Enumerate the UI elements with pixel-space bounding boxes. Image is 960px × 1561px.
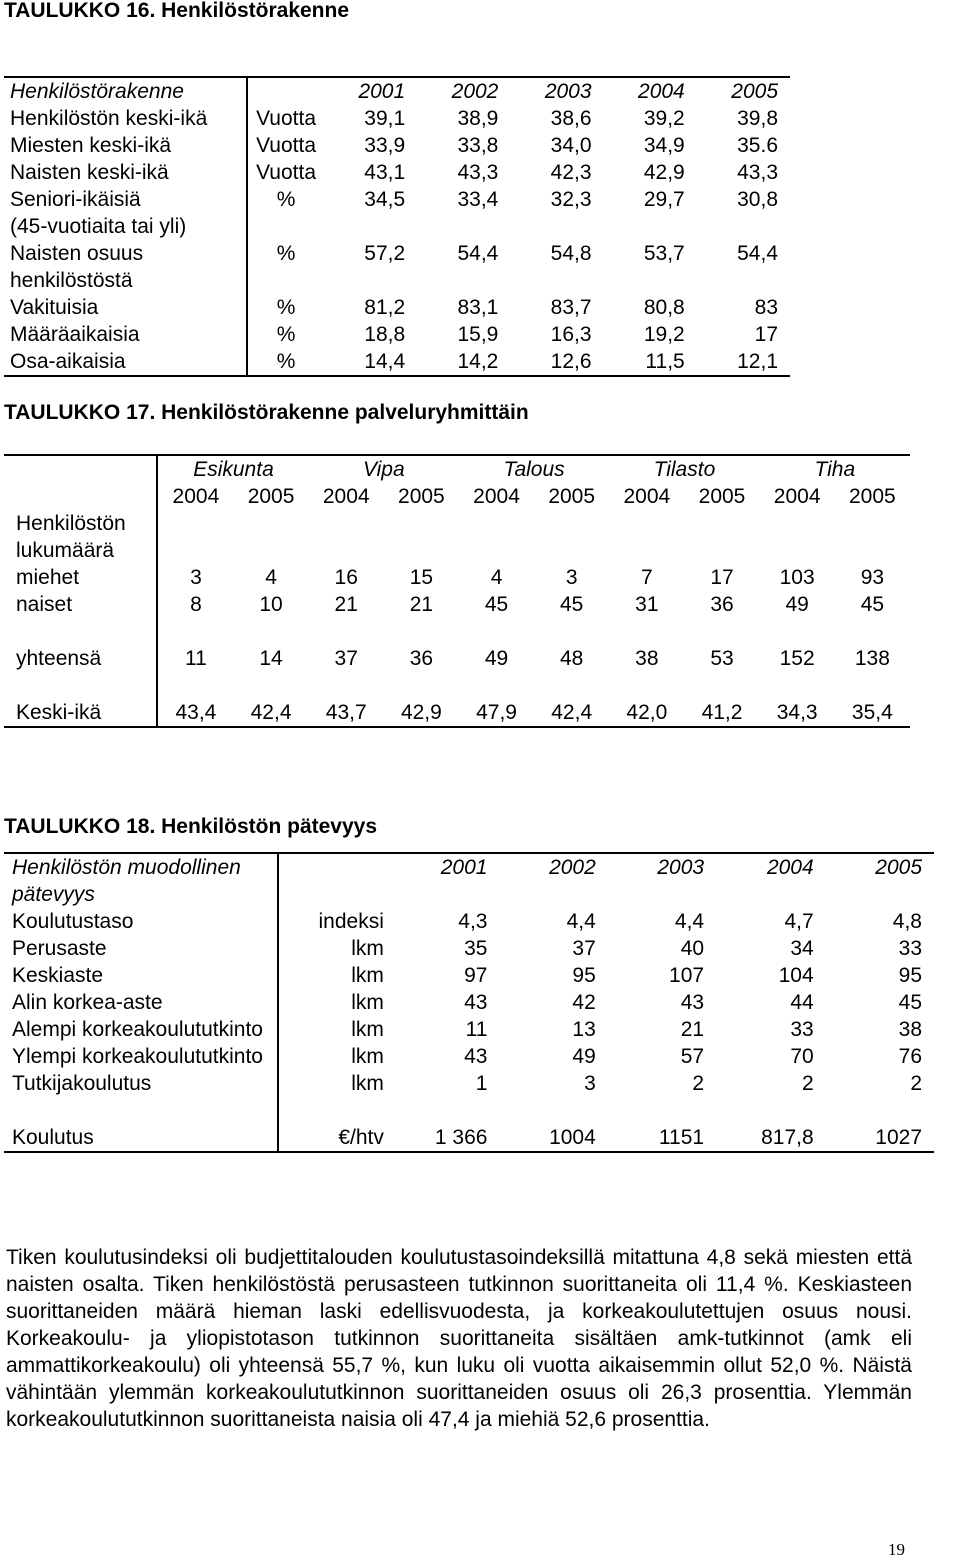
table-cell: Naisten keski-ikä [4, 159, 247, 186]
table-row [4, 348, 790, 376]
table-cell: 43,7 [309, 699, 384, 727]
table-cell: 3 [584, 1072, 596, 1095]
header-cell [247, 77, 324, 105]
table-cell [609, 537, 684, 564]
table-cell: 32,3 [550, 188, 592, 211]
table-cell: 107 [669, 964, 705, 987]
header-cell: 2004 [604, 77, 697, 105]
table-cell: lkm [351, 964, 384, 987]
table-cell: 45 [860, 593, 885, 616]
header-cell: 2001 [324, 77, 417, 105]
spacer [760, 618, 835, 645]
row-label: lukumäärä [4, 537, 157, 564]
table-cell [384, 510, 459, 537]
table-cell: Osa-aikaisia [4, 348, 247, 376]
table-cell: 57 [680, 1045, 705, 1068]
table-cell: lkm [351, 1045, 384, 1068]
table16-heading: TAULUKKO 16. Henkilöstörakenne [4, 0, 350, 22]
table-cell: 41,2 [684, 699, 759, 727]
table-cell: 37 [334, 647, 358, 670]
spacer [716, 1097, 826, 1124]
table-cell: 49 [572, 1045, 596, 1068]
table-cell: Koulutus [4, 1124, 278, 1152]
table-cell: 4,7 [784, 910, 814, 933]
table-cell: Keski-ikä [4, 699, 157, 727]
header-cell: 2001 [390, 853, 500, 908]
table-cell: 57,2 [364, 242, 406, 265]
table-cell: 83,1 [457, 296, 499, 319]
spacer [309, 672, 384, 699]
label-row [4, 510, 910, 537]
table-cell: lkm [351, 1072, 384, 1095]
table-cell: naiset [4, 591, 157, 618]
table-cell: 54,8 [550, 242, 592, 265]
table-cell: 45 [484, 593, 509, 616]
table-cell: % [276, 296, 296, 319]
year-header-row [4, 483, 910, 510]
table-cell: 42,4 [233, 699, 308, 727]
table-row [4, 132, 790, 159]
year-header: 2005 [698, 485, 746, 508]
table-cell: 104 [778, 964, 814, 987]
table-cell: 12,6 [510, 348, 603, 376]
table-cell: 38 [635, 647, 659, 670]
table-cell: 19,2 [643, 323, 685, 346]
table16 [4, 76, 790, 377]
spacer [233, 672, 308, 699]
table-cell: 44 [790, 991, 814, 1014]
table-cell: 1 366 [390, 1124, 500, 1152]
header-cell: 2005 [697, 77, 790, 105]
spacer [459, 672, 534, 699]
group-header-row [4, 455, 910, 483]
table-row [4, 989, 934, 1016]
table-cell: 17 [710, 566, 734, 589]
table-cell: 39,8 [737, 107, 778, 130]
table-cell: 34,5 [364, 188, 406, 211]
table-cell: 12,1 [697, 348, 790, 376]
table-cell [604, 267, 697, 294]
spacer [309, 618, 384, 645]
table-row [4, 1124, 934, 1152]
year-header: 2004 [623, 485, 671, 508]
table-row [4, 240, 790, 267]
table-cell: Miesten keski-ikä [4, 132, 247, 159]
table-cell: 37 [572, 937, 596, 960]
spacer [278, 1097, 390, 1124]
table-cell: 31 [635, 593, 659, 616]
table-cell: 817,8 [716, 1124, 826, 1152]
table-cell: 3 [190, 566, 202, 589]
table-cell: 10 [259, 593, 283, 616]
table-cell: 103 [779, 566, 815, 589]
table-cell: 14,2 [417, 348, 510, 376]
table-cell [157, 510, 233, 537]
table-cell: 42,3 [550, 161, 592, 184]
spacer [4, 618, 157, 645]
table-cell: 4,8 [892, 910, 922, 933]
table-cell: 83 [754, 296, 778, 319]
table18-heading: TAULUKKO 18. Henkilöstön pätevyys [4, 815, 378, 838]
table-cell [684, 510, 759, 537]
table-cell: 33 [898, 937, 922, 960]
year-header: 2005 [849, 485, 896, 508]
table17 [4, 454, 910, 728]
table-cell: 93 [860, 566, 885, 589]
spacer [684, 618, 759, 645]
spacer [609, 618, 684, 645]
spacer [459, 618, 534, 645]
table-cell: 1 [475, 1072, 488, 1095]
table-row [4, 105, 790, 132]
table-cell: 43 [464, 1045, 488, 1068]
table-cell: lkm [351, 937, 384, 960]
table-cell: Vuotta [256, 134, 316, 157]
table-cell: henkilöstöstä [4, 267, 247, 294]
table-cell: 138 [854, 647, 890, 670]
table-cell: 42,9 [643, 161, 685, 184]
table-cell: Perusaste [4, 935, 278, 962]
table-cell: % [276, 323, 296, 346]
table-cell: 45 [898, 991, 922, 1014]
spacer [684, 672, 759, 699]
table-row [4, 908, 934, 935]
label-row [4, 537, 910, 564]
table-cell: €/htv [278, 1124, 390, 1152]
table-cell: 152 [779, 647, 815, 670]
table-row [4, 591, 910, 618]
table-row [4, 1043, 934, 1070]
table-cell: 1004 [499, 1124, 607, 1152]
spacer [609, 672, 684, 699]
table-cell [760, 537, 835, 564]
table-cell [835, 510, 910, 537]
table-cell [604, 213, 697, 240]
spacer [4, 1097, 278, 1124]
group-header: Talous [459, 455, 609, 483]
year-header: 2005 [398, 485, 445, 508]
spacer [608, 1097, 716, 1124]
year-header: 2004 [773, 485, 821, 508]
header-cell: 2004 [716, 853, 826, 908]
table-cell: 38 [898, 1018, 922, 1041]
table-cell: 8 [190, 593, 202, 616]
table-cell [233, 510, 308, 537]
table-cell: 43 [464, 991, 488, 1014]
year-header: 2004 [322, 485, 370, 508]
table-cell [510, 213, 603, 240]
spacer [760, 672, 835, 699]
table-cell: 49 [484, 647, 509, 670]
table-cell: 14,4 [324, 348, 417, 376]
table-cell: 4,4 [674, 910, 705, 933]
table-cell: Koulutustaso [4, 908, 278, 935]
table-cell [417, 213, 510, 240]
table-header-row [4, 77, 790, 105]
table-cell: 83,7 [550, 296, 592, 319]
header-cell: 2003 [608, 853, 716, 908]
table-cell: 15 [409, 566, 434, 589]
table-cell: 35,4 [835, 699, 910, 727]
table-cell: 43,3 [737, 161, 778, 184]
table-cell: Naisten osuus [4, 240, 247, 267]
table-row [4, 962, 934, 989]
table-row [4, 1016, 934, 1043]
table-cell: indeksi [318, 910, 384, 933]
table-cell: 13 [572, 1018, 596, 1041]
table-cell: 33 [790, 1018, 814, 1041]
table-cell: 48 [560, 647, 584, 670]
table-cell: lkm [351, 1018, 384, 1041]
table-cell: yhteensä [4, 645, 157, 672]
table-cell [697, 213, 790, 240]
header-cell: 2005 [826, 853, 934, 908]
table-cell: 4,3 [458, 910, 488, 933]
table-cell: 38,9 [457, 107, 499, 130]
header-cell: 2002 [499, 853, 607, 908]
table-cell: miehet [4, 564, 157, 591]
table-row [4, 294, 790, 321]
year-header: 2005 [548, 485, 596, 508]
table-cell: Alin korkea-aste [4, 989, 278, 1016]
group-header: Vipa [309, 455, 459, 483]
table17-heading: TAULUKKO 17. Henkilöstörakenne palveluryhmittäin [4, 401, 529, 424]
table-cell: 1027 [826, 1124, 934, 1152]
table-cell: Tutkijakoulutus [4, 1070, 278, 1097]
table-cell: 30,8 [737, 188, 778, 211]
table-cell: Vuotta [256, 107, 316, 130]
table-cell: 70 [790, 1045, 814, 1068]
table-cell [324, 213, 417, 240]
table-cell: Määräaikaisia [4, 321, 247, 348]
table-cell: 33,4 [457, 188, 499, 211]
table-cell [534, 510, 609, 537]
table-cell: 97 [464, 964, 488, 987]
spacer [157, 672, 233, 699]
group-header: Esikunta [157, 455, 308, 483]
table-cell: 76 [898, 1045, 922, 1068]
table-cell: 21 [680, 1018, 705, 1041]
year-header: 2005 [247, 485, 295, 508]
header-cell: 2003 [510, 77, 603, 105]
table-cell: 1151 [608, 1124, 716, 1152]
table-cell: 34,9 [643, 134, 685, 157]
table-cell: 35.6 [737, 134, 778, 157]
table-cell: Vuotta [256, 161, 316, 184]
spacer [233, 618, 308, 645]
table-cell: 11 [465, 1018, 488, 1041]
table-cell [309, 510, 384, 537]
header-cell: 2002 [417, 77, 510, 105]
spacer [390, 1097, 500, 1124]
table-cell: (45-vuotiaita tai yli) [4, 213, 247, 240]
table-cell [309, 537, 384, 564]
table-row [4, 1070, 934, 1097]
table-cell [157, 537, 233, 564]
table-cell: 16 [334, 566, 358, 589]
table-cell: 40 [680, 937, 705, 960]
table-cell [697, 267, 790, 294]
table-cell: Henkilöstön keski-ikä [4, 105, 247, 132]
table-cell: 45 [560, 593, 584, 616]
table-cell [609, 510, 684, 537]
table-cell: 42,4 [534, 699, 609, 727]
table-cell [684, 537, 759, 564]
spacer [384, 618, 459, 645]
spacer [4, 672, 157, 699]
table-cell: 17 [754, 323, 778, 346]
table-row [4, 267, 790, 294]
table-cell [459, 510, 534, 537]
group-header: Tilasto [609, 455, 759, 483]
table-cell: 39,1 [364, 107, 406, 130]
table18 [4, 852, 934, 1153]
table-cell: 42 [572, 991, 596, 1014]
table-cell: 15,9 [457, 323, 499, 346]
table-cell: 2 [801, 1072, 814, 1095]
table-cell: 21 [409, 593, 434, 616]
table-cell: 14 [259, 647, 283, 670]
spacer-row [4, 618, 910, 645]
table-cell [835, 537, 910, 564]
table-row [4, 159, 790, 186]
table-cell: Alempi korkeakoulututkinto [4, 1016, 278, 1043]
table-cell: 43 [680, 991, 705, 1014]
table-cell: 35 [464, 937, 488, 960]
spacer [826, 1097, 934, 1124]
table-cell: 2 [910, 1072, 922, 1095]
table-cell: 4 [490, 566, 503, 589]
spacer [499, 1097, 607, 1124]
header-label: Henkilöstön muodollinen pätevyys [4, 853, 278, 908]
page-number: 19 [888, 1540, 905, 1559]
header-blank [4, 483, 157, 510]
table-row [4, 213, 790, 240]
table-cell: 29,7 [643, 188, 685, 211]
spacer [835, 618, 910, 645]
table-cell [233, 537, 308, 564]
table-cell [324, 267, 417, 294]
table-cell: 95 [898, 964, 922, 987]
table-cell: 33,8 [457, 134, 499, 157]
table-cell: 2 [692, 1072, 705, 1095]
table-cell: 95 [572, 964, 596, 987]
table-row [4, 564, 910, 591]
row-label: Henkilöstön [4, 510, 157, 537]
table-cell: 36 [710, 593, 734, 616]
table-cell [534, 537, 609, 564]
table-cell: Ylempi korkeakoulututkinto [4, 1043, 278, 1070]
table-cell: 4 [265, 566, 277, 589]
body-paragraph: Tiken koulutusindeksi oli budjettitalouden koulutustasoindeksillä mitattuna 4,8 sekä miesten että naisten osalta. Tiken henkilöstöstä perusasteen tutkinnon suorittaneita oli 11,4 %. Keskiasteen suorittaneiden määrä hieman laski edellisvuodesta, ja korkeakoulutettujen osuus nousi. Korkeakoulu- ja yliopistotason tutkinnon suorittaneita sisältäen amk-tutkinnot (amk eli ammattikorkeakoulu) oli yhteensä 55,7 %, kun luku oli vuotta aikaisemmin ollut 52,0 %. Näistä vähintään ylemmän korkeakoulututkinnon suorittaneiden osuus oli 26,3 prosenttia. Ylemmän korkeakoulututkinnon suorittaneista naisia oli 47,4 ja miehiä 52,6 prosenttia. [6, 1246, 912, 1431]
table-cell: 53,7 [643, 242, 685, 265]
header-cell [278, 853, 390, 908]
table-cell: 11,5 [604, 348, 697, 376]
spacer-row [4, 672, 910, 699]
table-cell: lkm [351, 991, 384, 1014]
table-row [4, 699, 910, 727]
table-cell [384, 537, 459, 564]
table-cell: Vakituisia [4, 294, 247, 321]
table-cell: 43,1 [364, 161, 406, 184]
table-cell [247, 267, 324, 294]
table-cell: % [276, 188, 296, 211]
table-cell [510, 267, 603, 294]
table-cell: 34,0 [550, 134, 592, 157]
table-cell: % [247, 348, 324, 376]
table-cell: % [276, 242, 296, 265]
table-cell: 42,9 [384, 699, 459, 727]
table-cell: 53 [710, 647, 734, 670]
table-cell: 34,3 [760, 699, 835, 727]
table-cell: 11 [185, 647, 207, 670]
spacer [835, 672, 910, 699]
spacer-row [4, 1097, 934, 1124]
table-row [4, 186, 790, 213]
table-header-row [4, 853, 934, 908]
table-cell: 49 [785, 593, 809, 616]
table-cell: Seniori-ikäisiä [4, 186, 247, 213]
group-header: Tiha [760, 455, 910, 483]
spacer [384, 672, 459, 699]
table-cell: 43,4 [157, 699, 233, 727]
spacer [534, 618, 609, 645]
year-header: 2004 [473, 485, 520, 508]
spacer [534, 672, 609, 699]
header-label: Henkilöstörakenne [4, 77, 247, 105]
table-cell [417, 267, 510, 294]
table-cell [459, 537, 534, 564]
table-cell: 80,8 [643, 296, 685, 319]
table-cell: 81,2 [364, 296, 406, 319]
spacer [157, 618, 233, 645]
table-cell: 21 [334, 593, 358, 616]
table-cell [247, 213, 324, 240]
table-cell: 42,0 [609, 699, 684, 727]
table-cell: 34 [790, 937, 814, 960]
table-cell: 47,9 [459, 699, 534, 727]
table-cell: 7 [641, 566, 653, 589]
table-cell: 54,4 [737, 242, 778, 265]
table-cell: 39,2 [643, 107, 685, 130]
header-blank [4, 455, 157, 483]
table-row [4, 935, 934, 962]
table-cell: 18,8 [364, 323, 406, 346]
table-row [4, 645, 910, 672]
table-cell [760, 510, 835, 537]
table-cell: Keskiaste [4, 962, 278, 989]
table-cell: 3 [565, 566, 578, 589]
table-cell: 36 [409, 647, 434, 670]
table-cell: 38,6 [550, 107, 592, 130]
table-cell: 54,4 [457, 242, 499, 265]
table-row [4, 321, 790, 348]
table-cell: 43,3 [457, 161, 499, 184]
table-cell: 16,3 [550, 323, 592, 346]
year-header: 2004 [172, 485, 220, 508]
table-cell: 4,4 [566, 910, 596, 933]
table-cell: 33,9 [364, 134, 406, 157]
